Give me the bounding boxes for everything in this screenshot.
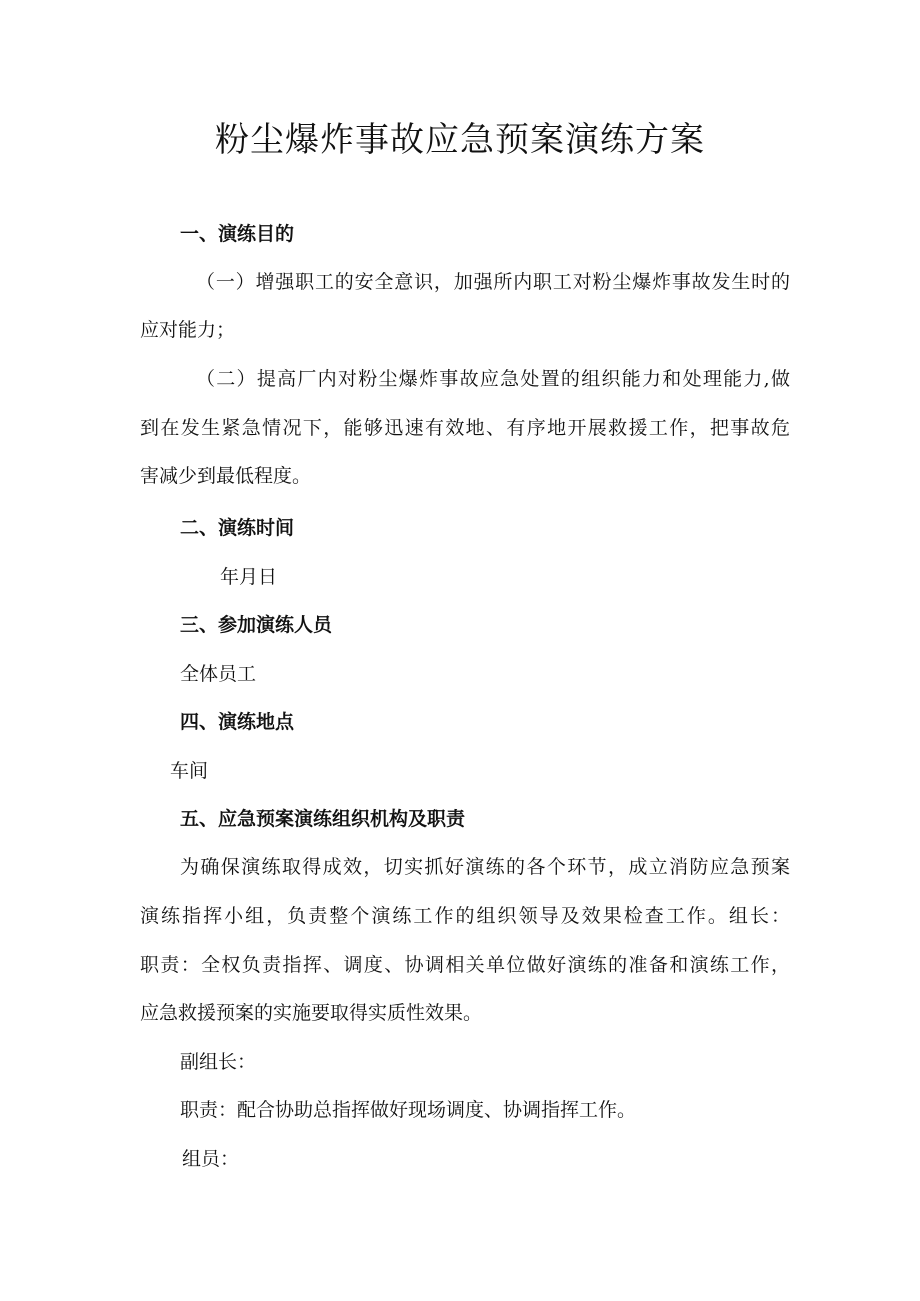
section-heading-participants: 三、参加演练人员: [180, 614, 333, 636]
paragraph-line: 应对能力；: [140, 319, 236, 341]
paragraph-line: 演练指挥小组，负责整个演练工作的组织领导及效果检查工作。组长：: [140, 905, 790, 927]
paragraph-line: 副组长：: [180, 1051, 257, 1073]
section-heading-organization: 五、应急预案演练组织机构及职责: [180, 808, 466, 830]
section-heading-purpose: 一、演练目的: [180, 223, 295, 245]
section-heading-location: 四、演练地点: [180, 711, 295, 733]
document-title: 粉尘爆炸事故应急预案演练方案: [215, 120, 705, 160]
paragraph-line: 为确保演练取得成效，切实抓好演练的各个环节，成立消防应急预案: [180, 856, 790, 878]
section-heading-time: 二、演练时间: [180, 517, 295, 539]
paragraph-line: 害减少到最低程度。: [140, 465, 312, 487]
paragraph-line: 应急救援预案的实施要取得实质性效果。: [140, 1002, 483, 1024]
paragraph-line: 职责：全权负责指挥、调度、协调相关单位做好演练的准备和演练工作，: [140, 954, 790, 976]
paragraph-line: （二）提高厂内对粉尘爆炸事故应急处置的组织能力和处理能力,做: [196, 368, 790, 390]
paragraph-line: 年月日: [220, 566, 278, 588]
paragraph-line: 职责：配合协助总指挥做好现场调度、协调指挥工作。: [180, 1099, 637, 1121]
paragraph-line: 车间: [170, 760, 209, 782]
paragraph-line: （一）增强职工的安全意识，加强所内职工对粉尘爆炸事故发生时的: [196, 271, 790, 293]
paragraph-line: 全体员工: [180, 663, 257, 685]
paragraph-line: 到在发生紧急情况下，能够迅速有效地、有序地开展救援工作，把事故危: [140, 417, 790, 439]
paragraph-line: 组员：: [182, 1148, 240, 1170]
